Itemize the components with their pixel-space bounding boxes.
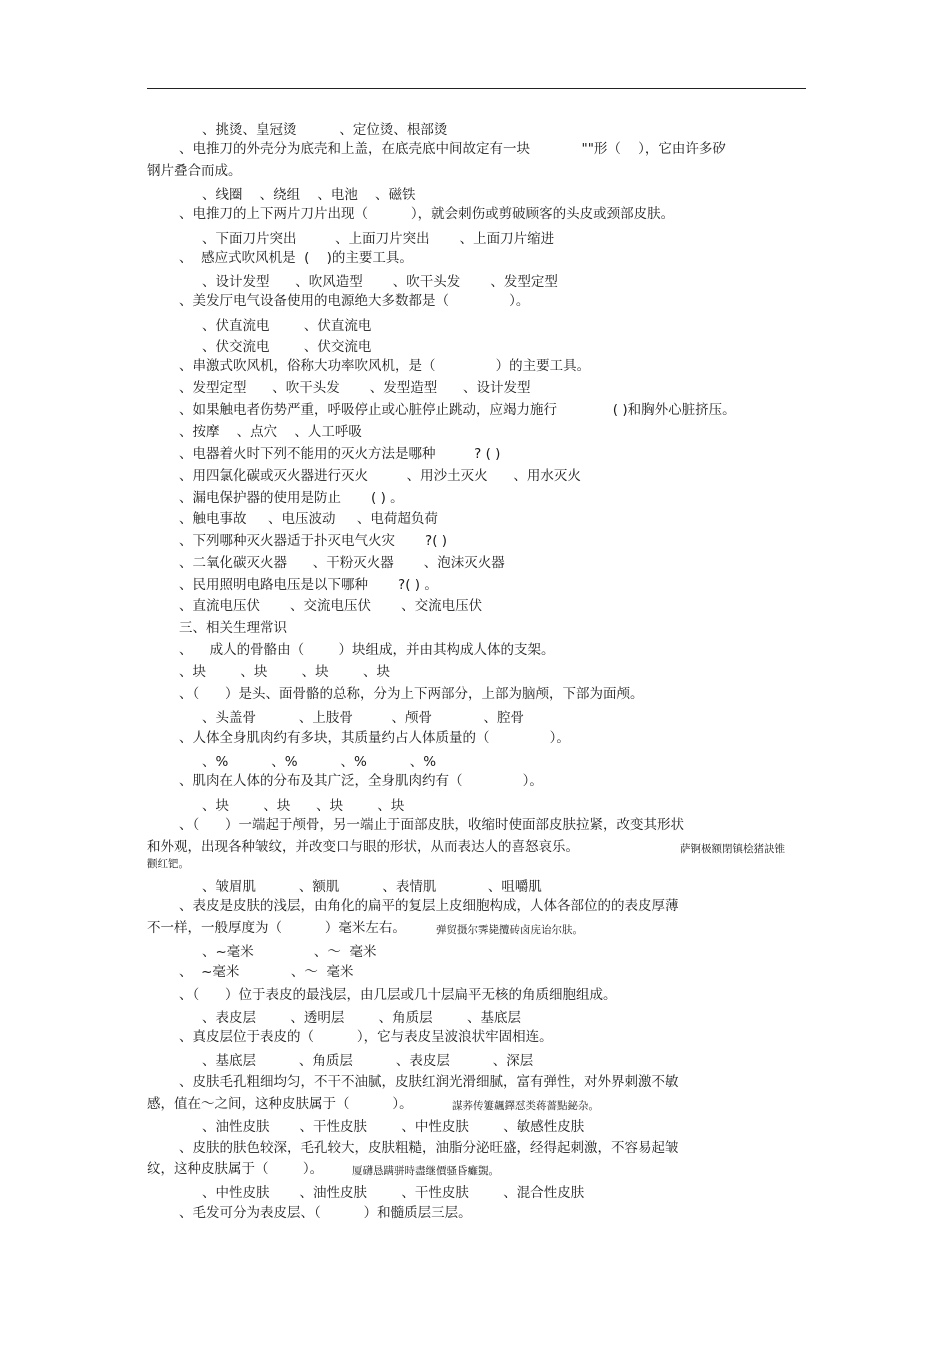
garbled-note: 萨锕极额閉镇桧猪訣锥 bbox=[680, 843, 785, 855]
text-line: 、美发厅电气设备使用的电源绝大多数都是（ ）。 bbox=[179, 293, 530, 309]
text-line: 、电推刀的外壳分为底壳和上盖，在底壳底中间故定有一块 ""形（ ），它由许多矽 bbox=[179, 141, 726, 157]
option-line: 、伏直流电 、伏直流电 bbox=[202, 318, 372, 334]
option-line: 、 ~毫米 、～ 毫米 bbox=[179, 964, 354, 980]
text-line: 、 成人的骨骼由（ ）块组成，并由其构成人体的支架。 bbox=[179, 642, 555, 658]
text-line: 、皮肤的肤色较深，毛孔较大，皮肤粗糙，油脂分泌旺盛，经得起刺激，不容易起皱 bbox=[179, 1140, 679, 1156]
text-line: 、下列哪种灭火器适于扑灭电气火灾 ?( ) bbox=[179, 533, 448, 549]
option-line: 、~毫米 、～ 毫米 bbox=[202, 944, 377, 960]
option-line: 、表皮层 、透明层 、角质层 、基底层 bbox=[202, 1010, 521, 1026]
option-line: 、头盖骨 、上肢骨 、颅骨 、腔骨 bbox=[202, 710, 525, 726]
text-line: 、皮肤毛孔粗细均匀，不干不油腻，皮肤红润光滑细腻，富有弹性，对外界刺激不敏 bbox=[179, 1074, 679, 1090]
text-line: 、（ ）是头、面骨骼的总称，分为上下两部分，上部为脑颅，下部为面颅。 bbox=[179, 686, 644, 702]
option-line: 、按摩 、点穴 、人工呼吸 bbox=[179, 424, 362, 440]
text-line: 、漏电保护器的使用是防止 ( ) 。 bbox=[179, 490, 404, 506]
text-line: 不一样，一般厚度为（ ）毫米左右。 bbox=[147, 920, 406, 936]
text-line: 、毛发可分为表皮层、（ ）和髓质层三层。 bbox=[179, 1205, 472, 1221]
header-rule bbox=[147, 88, 806, 89]
text-line: 、真皮层位于表皮的（ ），它与表皮呈波浪状牢固相连。 bbox=[179, 1029, 553, 1045]
text-line: 感，值在～之间，这种皮肤属于（ ）。 bbox=[147, 1096, 413, 1112]
option-line: 、触电事故 、电压波动 、电荷超负荷 bbox=[179, 511, 438, 527]
option-line: 、设计发型 、吹风造型 、吹干头发 、发型定型 bbox=[202, 274, 558, 290]
option-line: 、% 、% 、% 、% bbox=[202, 754, 437, 770]
option-line: 、用四氯化碳或灭火器进行灭火 、用沙土灭火 、用水灭火 bbox=[179, 468, 581, 484]
option-line: 、块 、块 、块 、块 bbox=[179, 664, 390, 680]
option-line: 、块 、块 、块 、块 bbox=[202, 798, 405, 814]
option-line: 、直流电压伏 、交流电压伏 、交流电压伏 bbox=[179, 598, 483, 614]
text-line: 、表皮是皮肤的浅层，由角化的扁平的复层上皮细胞构成，人体各部位的的表皮厚薄 bbox=[179, 898, 679, 914]
option-line: 、下面刀片突出 、上面刀片突出 、上面刀片缩进 bbox=[202, 231, 555, 247]
garbled-note: 颧红钯。 bbox=[147, 858, 189, 870]
option-line: 、基底层 、角质层 、表皮层 、深层 bbox=[202, 1053, 534, 1069]
text-line: 、民用照明电路电压是以下哪种 ?( ) 。 bbox=[179, 577, 438, 593]
text-line: 钢片叠合而成。 bbox=[147, 163, 242, 179]
option-line: 、二氧化碳灭火器 、干粉灭火器 、泡沫灭火器 bbox=[179, 555, 505, 571]
text-line: 、电推刀的上下两片刀片出现（ ），就会刺伤或剪破顾客的头皮或颈部皮肤。 bbox=[179, 206, 675, 222]
text-line: 、电器着火时下列不能用的灭火方法是哪种 ? ( ) bbox=[179, 446, 501, 462]
text-line: 、串激式吹风机，俗称大功率吹风机，是（ ）的主要工具。 bbox=[179, 358, 591, 374]
option-line: 、发型定型 、吹干头发 、发型造型 、设计发型 bbox=[179, 380, 531, 396]
garbled-note: 弹贸摄尔霁毙攬砖卤庑诒尔肤。 bbox=[436, 924, 583, 936]
text-line: 、如果触电者伤势严重，呼吸停止或心脏停止跳动，应竭力施行 ( )和胸外心脏挤压。 bbox=[179, 402, 736, 418]
option-line: 、伏交流电 、伏交流电 bbox=[202, 339, 372, 355]
garbled-note: 厦礴恳蹒骈時盡继價骚昏癱覬。 bbox=[352, 1165, 499, 1177]
text-line: 、肌肉在人体的分布及其广泛，全身肌肉约有（ ）。 bbox=[179, 773, 543, 789]
text-line: 纹，这种皮肤属于（ ）。 bbox=[147, 1161, 324, 1177]
text-line: 、 感应式吹风机是 ( )的主要工具。 bbox=[179, 250, 413, 266]
option-line: 、油性皮肤 、干性皮肤 、中性皮肤 、敏感性皮肤 bbox=[202, 1119, 585, 1135]
option-line: 、中性皮肤 、油性皮肤 、干性皮肤 、混合性皮肤 bbox=[202, 1185, 585, 1201]
text-line: 、人体全身肌肉约有多块，其质量约占人体质量的（ ）。 bbox=[179, 730, 570, 746]
text-line: 、（ ）位于表皮的最浅层，由几层或几十层扁平无核的角质细胞组成。 bbox=[179, 987, 617, 1003]
garbled-note: 謀荞传簍飆鐸怼类蒋薔點鉍杂。 bbox=[452, 1100, 599, 1112]
text-line: 、（ ）一端起于颅骨，另一端止于面部皮肤，收缩时使面部皮肤拉紧，改变其形状 bbox=[179, 817, 684, 833]
text-line: 和外观，出现各种皱纹，并改变口与眼的形状，从而表达人的喜怒哀乐。 bbox=[147, 839, 579, 855]
text-line: 、挑烫、皇冠烫 、定位烫、根部烫 bbox=[202, 122, 448, 138]
option-line: 、线圈 、绕组 、电池 、磁铁 bbox=[202, 187, 416, 203]
option-line: 、皱眉肌 、额肌 、表情肌 、咀嚼肌 bbox=[202, 879, 542, 895]
section-heading: 三、相关生理常识 bbox=[179, 620, 287, 636]
